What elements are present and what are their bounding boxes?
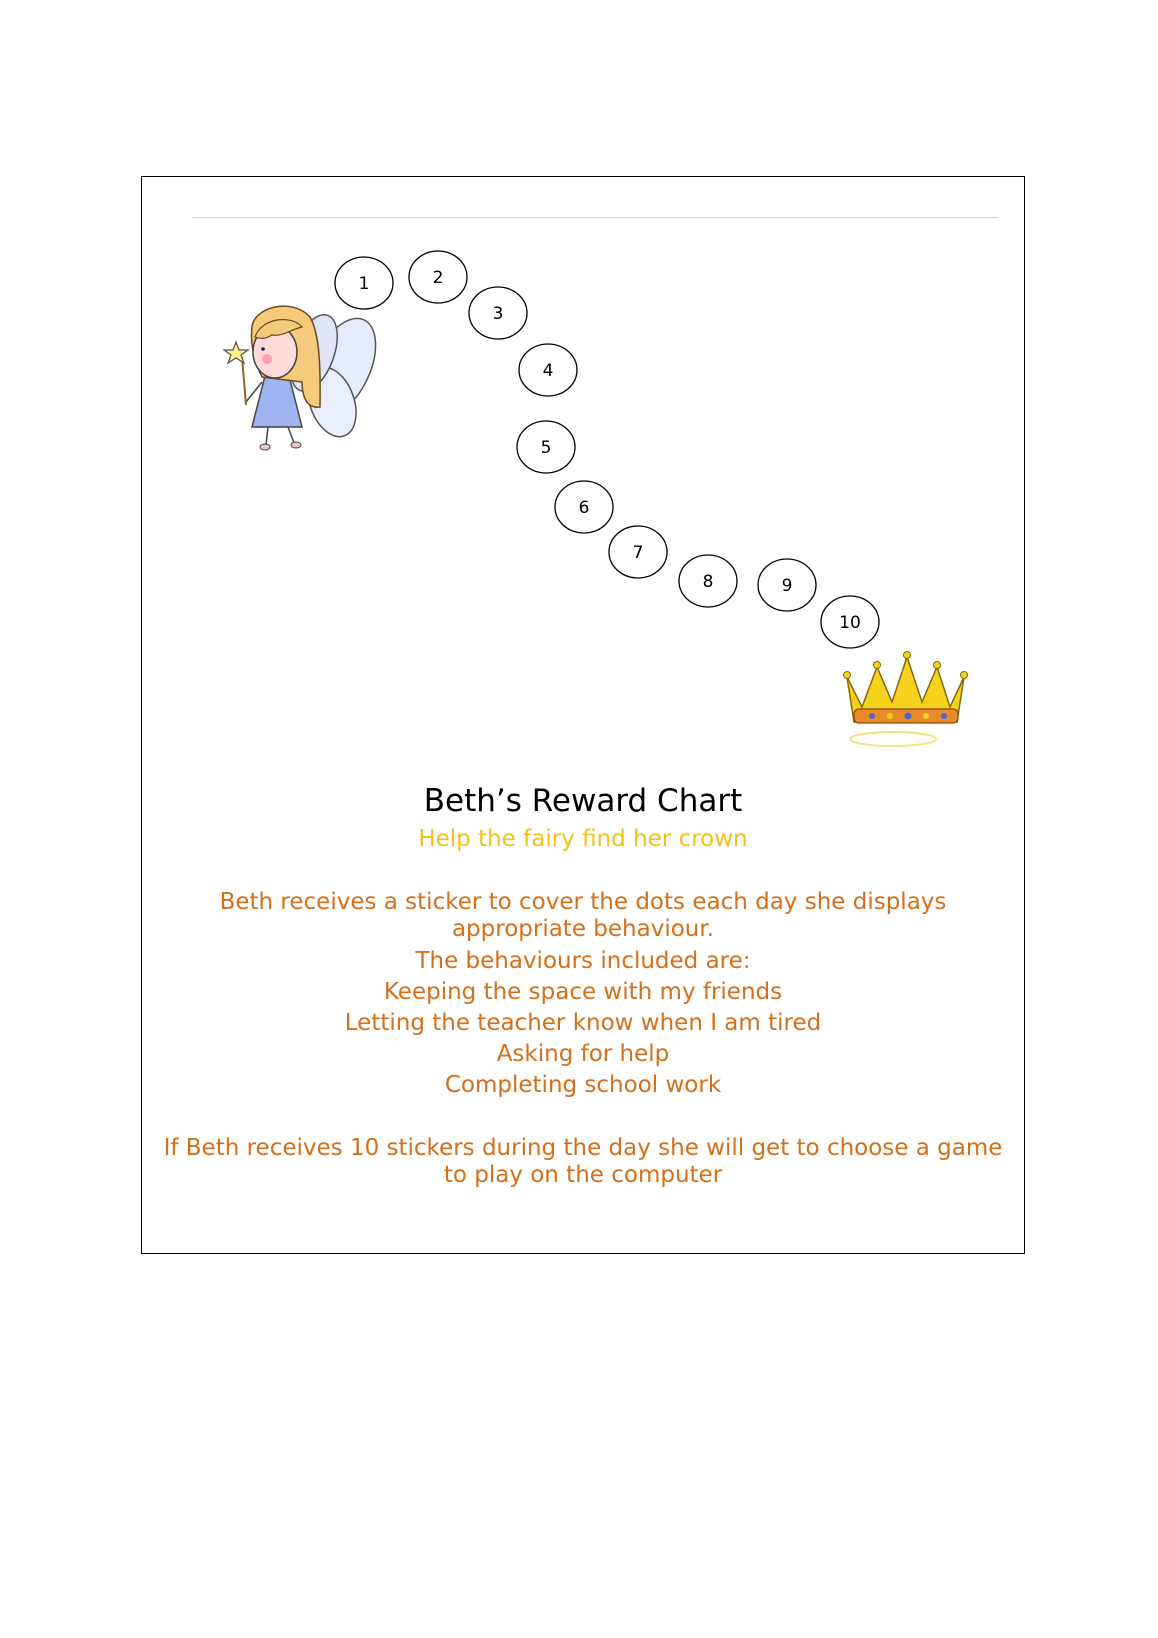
behaviour-item: Asking for help bbox=[496, 1041, 670, 1067]
sticker-dot-5 bbox=[517, 421, 575, 473]
sticker-dot-1 bbox=[335, 257, 393, 309]
reward-text: If Beth receives 10 stickers during the day she will get to choose a game to play on the computer bbox=[163, 1135, 1003, 1188]
dot-label-8: 8 bbox=[702, 572, 714, 592]
dot-label-3: 3 bbox=[492, 304, 504, 324]
dot-label-2: 2 bbox=[432, 268, 444, 288]
sticker-dot-7 bbox=[609, 526, 667, 578]
dot-label-5: 5 bbox=[540, 438, 552, 458]
sticker-dot-6 bbox=[555, 481, 613, 533]
behaviours-heading: The behaviours included are: bbox=[415, 948, 751, 974]
behaviour-item: Keeping the space with my friends bbox=[383, 979, 783, 1005]
sticker-dots bbox=[335, 251, 879, 648]
dot-label-7: 7 bbox=[632, 543, 644, 563]
dot-label-4: 4 bbox=[542, 361, 554, 381]
sticker-dot-4 bbox=[519, 344, 577, 396]
behaviour-item: Completing school work bbox=[444, 1072, 722, 1098]
behaviour-item: Letting the teacher know when I am tired bbox=[344, 1010, 822, 1036]
dot-label-1: 1 bbox=[358, 274, 370, 294]
reward-path-illustration bbox=[142, 177, 1026, 777]
chart-subtitle: Help the fairy find her crown bbox=[418, 826, 748, 852]
sticker-dot-9 bbox=[758, 559, 816, 611]
reward-chart-frame bbox=[141, 176, 1025, 1254]
dot-label-10: 10 bbox=[839, 613, 861, 633]
sticker-dot-2 bbox=[409, 251, 467, 303]
dot-label-6: 6 bbox=[578, 498, 590, 518]
crown-image bbox=[844, 652, 968, 747]
dot-label-9: 9 bbox=[781, 576, 793, 596]
sticker-dot-8 bbox=[679, 555, 737, 607]
intro-text: Beth receives a sticker to cover the dots each day she displays appropriate behaviour. bbox=[219, 889, 947, 942]
chart-title: Beth’s Reward Chart bbox=[423, 783, 743, 819]
sticker-dot-10 bbox=[821, 596, 879, 648]
fairy-image bbox=[224, 306, 389, 450]
sticker-dot-3 bbox=[469, 287, 527, 339]
